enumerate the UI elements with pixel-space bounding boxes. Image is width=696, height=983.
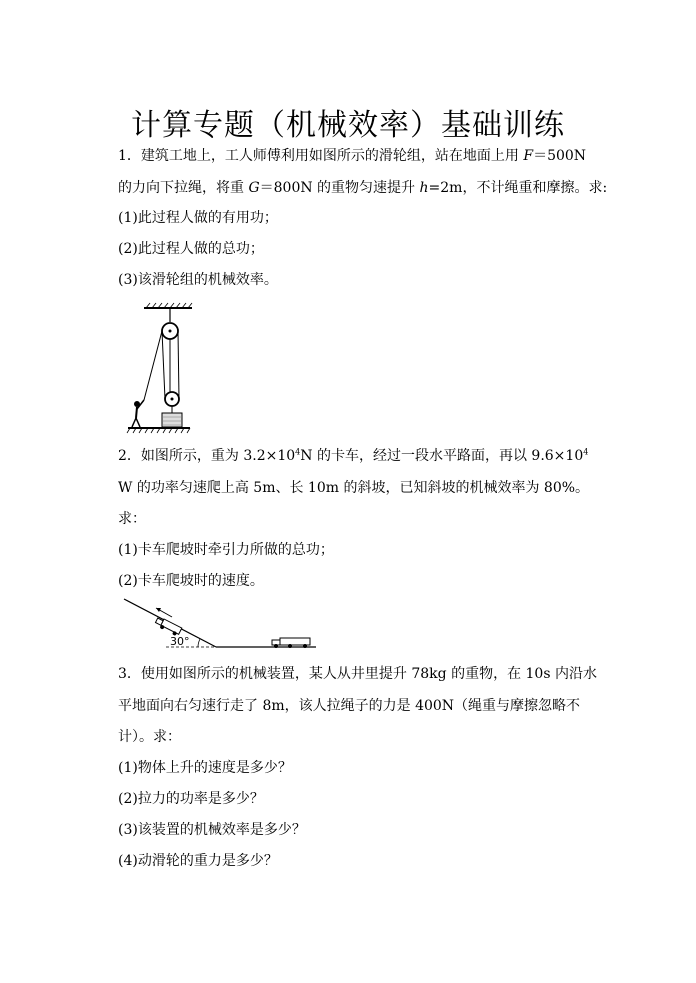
q3-part-2: (2)拉力的功率是多少？ bbox=[118, 791, 264, 807]
q1-line-2: 的力向下拉绳，将重 G＝800N 的重物匀速提升 h=2m，不计绳重和摩擦。求: bbox=[118, 180, 608, 196]
q2-part-1: (1)卡车爬坡时牵引力所做的总功； bbox=[118, 542, 334, 558]
q1-part-3: (3)该滑轮组的机械效率。 bbox=[118, 272, 278, 288]
q3-part-4: (4)动滑轮的重力是多少？ bbox=[118, 853, 278, 869]
q3-part-3: (3)该装置的机械效率是多少？ bbox=[118, 822, 306, 838]
q3-line-2: 平地面向右匀速行走了 8m，该人拉绳子的力是 400N（绳重与摩擦忽略不 bbox=[118, 698, 581, 714]
q2-line-3: 求： bbox=[118, 511, 146, 527]
page-title: 计算专题（机械效率）基础训练 bbox=[131, 108, 565, 143]
q1-line-1: 1．建筑工地上，工人师傅利用如图所示的滑轮组，站在地面上用 F＝500N bbox=[118, 148, 587, 164]
angle-label: 30° bbox=[170, 635, 190, 648]
q3-line-1: 3．使用如图所示的机械装置，某人从井里提升 78kg 的重物，在 10s 内沿水 bbox=[118, 666, 597, 682]
q1-part-2: (2)此过程人做的总功； bbox=[118, 241, 264, 257]
q1-part-1: (1)此过程人做的有用功； bbox=[118, 210, 278, 226]
q2-part-2: (2)卡车爬坡时的速度。 bbox=[118, 573, 264, 589]
q3-line-3: 计）。求： bbox=[118, 729, 181, 745]
slope-truck-figure bbox=[120, 595, 320, 655]
q2-line-1: 2．如图所示，重为 $3.2\times 10^4N$ 的卡车，经过一段水平路面，再以 $9.6\times 10^4$ bbox=[118, 447, 589, 464]
q2-line-2: W 的功率匀速爬上高 5m、长 10m 的斜坡，已知斜坡的机械效率为 80%。 bbox=[118, 480, 590, 496]
q3-part-1: (1)物体上升的速度是多少？ bbox=[118, 760, 292, 776]
pulley-system-figure bbox=[126, 300, 198, 438]
